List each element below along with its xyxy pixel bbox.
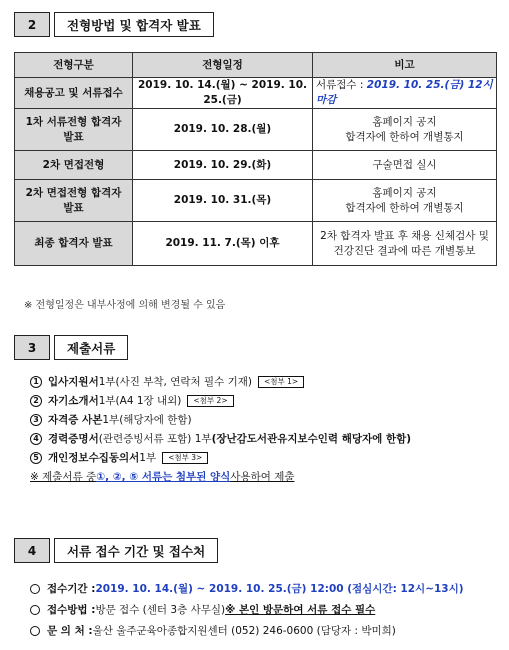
document-name: 자기소개서 bbox=[48, 395, 99, 407]
document-name: 입사지원서 bbox=[48, 376, 99, 388]
item-number: 5 bbox=[30, 452, 42, 464]
document-detail: 1부 bbox=[139, 452, 157, 464]
item-number: 4 bbox=[30, 433, 42, 445]
deadline-highlight: 2019. 10. 25.(금) 12시 마감 bbox=[316, 79, 493, 106]
note-cell bbox=[313, 222, 497, 266]
document-detail-emphasis: (장난감도서관유지보수인력 해당자에 한함) bbox=[211, 433, 412, 445]
list-item bbox=[30, 372, 500, 391]
date-cell: 2019. 10. 29.(화) bbox=[133, 151, 313, 180]
note-line: 홈페이지 공지 bbox=[372, 186, 437, 199]
note-prefix: ※ 제출서류 중 bbox=[30, 471, 97, 483]
attachment-tag: <첨부 2> bbox=[187, 395, 233, 407]
date-cell: 2019. 11. 7.(목) 이후 bbox=[133, 222, 313, 266]
document-detail: (관련증빙서류 포함) 1부 bbox=[98, 433, 212, 445]
section-title: 전형방법 및 합격자 발표 bbox=[54, 12, 214, 37]
document-name: 개인정보수집동의서 bbox=[48, 452, 140, 464]
circle-bullet-icon bbox=[30, 626, 40, 636]
table-row bbox=[15, 151, 497, 180]
item-number: 2 bbox=[30, 395, 42, 407]
list-item bbox=[30, 429, 500, 448]
note-prefix: 서류접수 : bbox=[316, 79, 367, 91]
section-header-documents bbox=[14, 335, 128, 360]
document-name: 경력증명서 bbox=[48, 433, 99, 445]
note-cell bbox=[313, 109, 497, 151]
method-value: 방문 접수 (센터 3층 사무실) bbox=[95, 604, 226, 616]
section-header-submission bbox=[14, 538, 218, 563]
section-title: 제출서류 bbox=[54, 335, 128, 360]
stage-cell: 1차 서류전형 합격자 발표 bbox=[15, 109, 133, 151]
list-item bbox=[30, 448, 500, 467]
stage-cell: 채용공고 및 서류접수 bbox=[15, 78, 133, 109]
document-detail: 1부(사진 부착, 연락처 필수 기재) bbox=[98, 376, 252, 388]
list-item bbox=[30, 599, 505, 620]
list-item bbox=[30, 391, 500, 410]
method-label: 접수방법 : bbox=[47, 604, 96, 616]
document-name: 자격증 사본 bbox=[48, 414, 103, 426]
attachment-tag: <첨부 1> bbox=[258, 376, 304, 388]
attachment-tag: <첨부 3> bbox=[162, 452, 208, 464]
table-header-row bbox=[15, 53, 497, 78]
document-detail: 1부(A4 1장 내외) bbox=[98, 395, 182, 407]
list-item bbox=[30, 620, 505, 641]
date-cell: 2019. 10. 31.(목) bbox=[133, 180, 313, 222]
note-cell bbox=[313, 180, 497, 222]
contact-value: 울산 울주군육아종합지원센터 (052) 246-0600 (담당자 : 박미희) bbox=[92, 625, 396, 637]
note-highlight: ①, ②, ⑤ 서류는 첨부된 양식 bbox=[96, 471, 231, 483]
method-highlight: ※ 본인 방문하여 서류 접수 필수 bbox=[225, 604, 376, 616]
documents-note bbox=[30, 467, 500, 486]
note-cell: 구술면접 실시 bbox=[313, 151, 497, 180]
document-detail: 1부(해당자에 한함) bbox=[102, 414, 192, 426]
note-line: 2차 합격자 발표 후 채용 신체검사 및 bbox=[320, 229, 489, 242]
table-header: 비고 bbox=[313, 53, 497, 78]
submission-info bbox=[30, 578, 505, 641]
table-row bbox=[15, 222, 497, 266]
table-row bbox=[15, 78, 497, 109]
item-number: 3 bbox=[30, 414, 42, 426]
section-title: 서류 접수 기간 및 접수처 bbox=[54, 538, 218, 563]
section-number: 4 bbox=[14, 538, 50, 563]
note-line: 건강진단 결과에 따른 개별통보 bbox=[333, 244, 476, 257]
section-header-schedule bbox=[14, 12, 214, 37]
note-cell bbox=[313, 78, 497, 109]
section-number: 2 bbox=[14, 12, 50, 37]
period-value: 2019. 10. 14.(월) ~ 2019. 10. 25.(금) 12:00 (점심시간: 12시~13시) bbox=[95, 583, 464, 595]
period-label: 접수기간 : bbox=[47, 583, 96, 595]
note-suffix: 사용하여 제출 bbox=[230, 471, 295, 483]
note-line: 홈페이지 공지 bbox=[372, 115, 437, 128]
date-cell: 2019. 10. 28.(월) bbox=[133, 109, 313, 151]
schedule-footnote: ※ 전형일정은 내부사정에 의해 변경될 수 있음 bbox=[24, 300, 226, 311]
stage-cell: 최종 합격자 발표 bbox=[15, 222, 133, 266]
stage-cell: 2차 면접전형 합격자 발표 bbox=[15, 180, 133, 222]
date-cell: 2019. 10. 14.(월) ~ 2019. 10. 25.(금) bbox=[133, 78, 313, 109]
list-item bbox=[30, 410, 500, 429]
document-list bbox=[30, 372, 500, 486]
circle-bullet-icon bbox=[30, 584, 40, 594]
contact-label: 문 의 처 : bbox=[47, 625, 93, 637]
schedule-table bbox=[14, 52, 497, 266]
circle-bullet-icon bbox=[30, 605, 40, 615]
list-item bbox=[30, 578, 505, 599]
section-number: 3 bbox=[14, 335, 50, 360]
stage-cell: 2차 면접전형 bbox=[15, 151, 133, 180]
table-row bbox=[15, 109, 497, 151]
note-line: 합격자에 한하여 개별통지 bbox=[345, 201, 464, 214]
table-header: 전형구분 bbox=[15, 53, 133, 78]
item-number: 1 bbox=[30, 376, 42, 388]
note-line: 합격자에 한하여 개별통지 bbox=[345, 130, 464, 143]
table-header: 전형일정 bbox=[133, 53, 313, 78]
table-row bbox=[15, 180, 497, 222]
